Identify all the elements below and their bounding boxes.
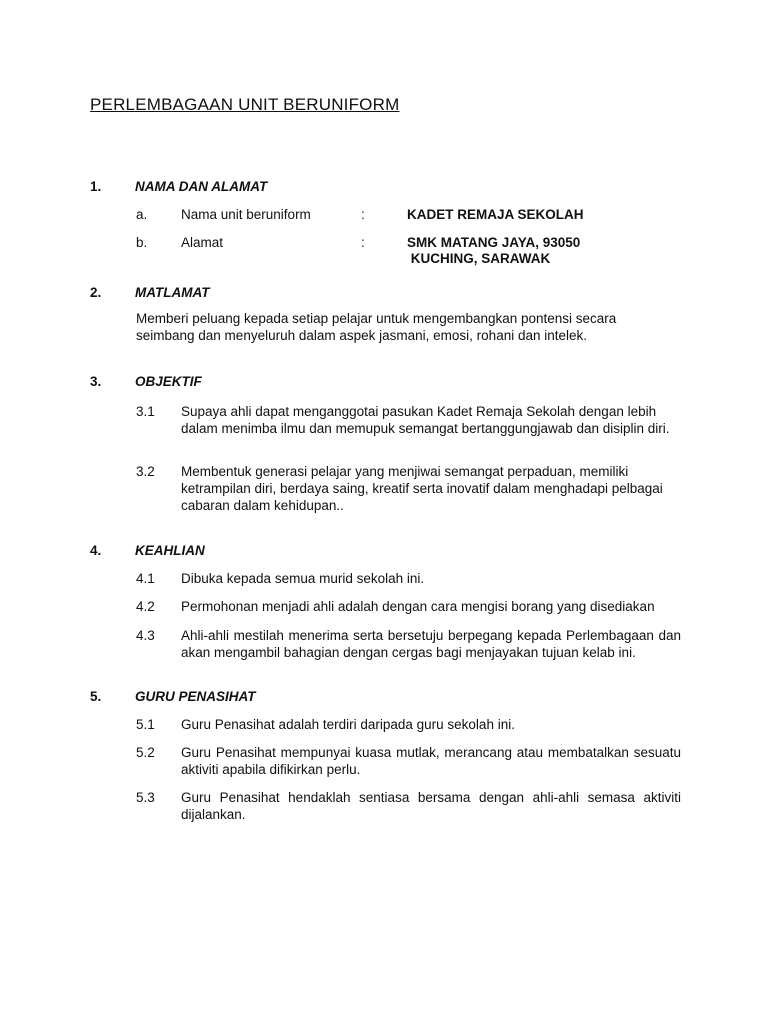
section-number: 4.: [90, 543, 102, 558]
item-number: 4.1: [136, 571, 155, 586]
field-value-line-2: KUCHING, SARAWAK: [407, 251, 551, 266]
field-label: Alamat: [181, 235, 224, 250]
item-text: Guru Penasihat mempunyai kuasa mutlak, merancang atau membatalkan sesuatu aktiviti apabila difikirkan perlu.: [181, 745, 681, 777]
item-number: 4.3: [136, 628, 155, 643]
field-label: Nama unit beruniform: [181, 207, 311, 222]
section-label: NAMA DAN ALAMAT: [135, 179, 268, 194]
section-label: KEAHLIAN: [135, 543, 205, 558]
section-paragraph: Memberi peluang kepada setiap pelajar untuk mengembangkan pontensi secara seimbang dan menyeluruh dalam aspek jasmani, emosi, rohani dan intelek.: [136, 311, 617, 343]
field-colon: :: [361, 207, 365, 222]
item-number: 3.1: [136, 404, 155, 419]
field-value: SMK MATANG JAYA, 93050: [407, 235, 581, 250]
item-number: 4.2: [136, 599, 155, 614]
item-number: 5.2: [136, 745, 155, 760]
section-label: GURU PENASIHAT: [135, 689, 256, 704]
item-number: 3.2: [136, 464, 155, 479]
item-text: Guru Penasihat hendaklah sentiasa bersama dengan ahli-ahli semasa aktiviti dijalankan.: [181, 790, 681, 822]
item-text: Dibuka kepada semua murid sekolah ini.: [181, 571, 425, 586]
section-label: MATLAMAT: [135, 285, 210, 300]
section-number: 5.: [90, 689, 102, 704]
section-number: 2.: [90, 285, 102, 300]
item-marker: b.: [136, 235, 148, 250]
item-number: 5.1: [136, 717, 155, 732]
field-colon: :: [361, 235, 365, 250]
item-text: Membentuk generasi pelajar yang menjiwai semangat perpaduan, memiliki ketrampilan diri, berdaya saing, kreatif serta inovatif dalam menghadapi pelbagai cabaran dalam kehidupan..: [181, 464, 663, 513]
item-text: Permohonan menjadi ahli adalah dengan cara mengisi borang yang disediakan: [181, 599, 655, 614]
section-number: 3.: [90, 374, 102, 389]
item-text: Guru Penasihat adalah terdiri daripada guru sekolah ini.: [181, 717, 515, 732]
section-label: OBJEKTIF: [135, 374, 202, 389]
item-marker: a.: [136, 207, 148, 222]
field-value: KADET REMAJA SEKOLAH: [407, 207, 584, 222]
section-number: 1.: [90, 179, 102, 194]
item-number: 5.3: [136, 790, 155, 805]
item-text: Ahli-ahli mestilah menerima serta bersetuju berpegang kepada Perlembagaan dan akan mengambil bahagian dengan cergas bagi menjayakan tujuan kelab ini.: [181, 628, 681, 660]
document-title: PERLEMBAGAAN UNIT BERUNIFORM: [90, 95, 400, 114]
item-text: Supaya ahli dapat menganggotai pasukan Kadet Remaja Sekolah dengan lebih dalam menimba ilmu dan memupuk semangat bertanggungjawab dan disiplin diri.: [181, 404, 670, 436]
